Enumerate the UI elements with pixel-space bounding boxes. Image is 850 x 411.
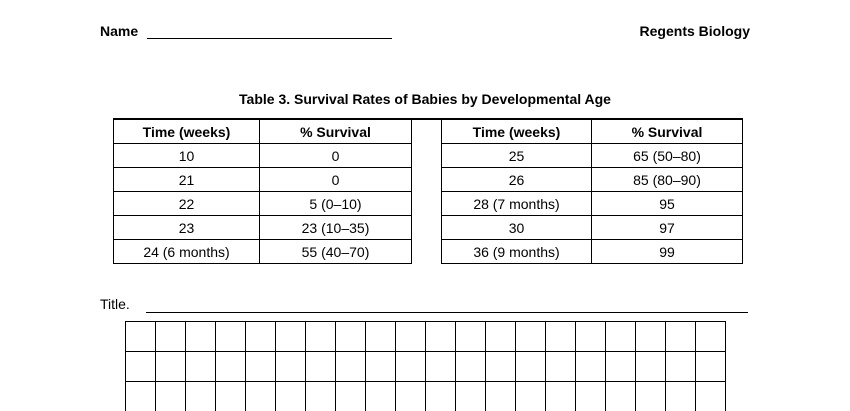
table-header-row bbox=[114, 119, 743, 144]
table-cell: 0 bbox=[260, 168, 412, 192]
column-separator bbox=[412, 240, 442, 264]
table-cell: 28 (7 months) bbox=[442, 192, 592, 216]
table-row bbox=[114, 240, 743, 264]
table-cell: 99 bbox=[592, 240, 743, 264]
column-separator bbox=[412, 192, 442, 216]
graph-title-blank-line[interactable] bbox=[146, 312, 748, 313]
table-cell: 22 bbox=[114, 192, 260, 216]
table-row bbox=[114, 192, 743, 216]
column-separator bbox=[412, 119, 442, 144]
table-cell: 5 (0–10) bbox=[260, 192, 412, 216]
table-cell: 0 bbox=[260, 144, 412, 168]
column-header: Time (weeks) bbox=[442, 119, 592, 144]
table-cell: 23 (10–35) bbox=[260, 216, 412, 240]
column-separator bbox=[412, 216, 442, 240]
name-label: Name bbox=[100, 23, 139, 39]
table-row bbox=[114, 168, 743, 192]
table-cell: 23 bbox=[114, 216, 260, 240]
table-cell: 85 (80–90) bbox=[592, 168, 743, 192]
name-blank-line[interactable] bbox=[147, 38, 392, 39]
table-title: Table 3. Survival Rates of Babies by Developmental Age bbox=[239, 91, 611, 107]
column-header: Time (weeks) bbox=[114, 119, 260, 144]
column-separator bbox=[412, 168, 442, 192]
table-cell: 95 bbox=[592, 192, 743, 216]
graph-title-label: Title. bbox=[100, 296, 130, 312]
column-header: % Survival bbox=[592, 119, 743, 144]
column-header: % Survival bbox=[260, 119, 412, 144]
table-cell: 55 (40–70) bbox=[260, 240, 412, 264]
table-cell: 21 bbox=[114, 168, 260, 192]
table-cell: 30 bbox=[442, 216, 592, 240]
survival-rates-table bbox=[113, 118, 743, 264]
table-cell: 10 bbox=[114, 144, 260, 168]
graph-paper-grid[interactable] bbox=[125, 321, 727, 411]
table-cell: 36 (9 months) bbox=[442, 240, 592, 264]
course-name: Regents Biology bbox=[639, 23, 750, 39]
table-row bbox=[114, 216, 743, 240]
table-cell: 24 (6 months) bbox=[114, 240, 260, 264]
table-cell: 26 bbox=[442, 168, 592, 192]
table-cell: 25 bbox=[442, 144, 592, 168]
table-row bbox=[114, 144, 743, 168]
table-cell: 65 (50–80) bbox=[592, 144, 743, 168]
table-cell: 97 bbox=[592, 216, 743, 240]
column-separator bbox=[412, 144, 442, 168]
